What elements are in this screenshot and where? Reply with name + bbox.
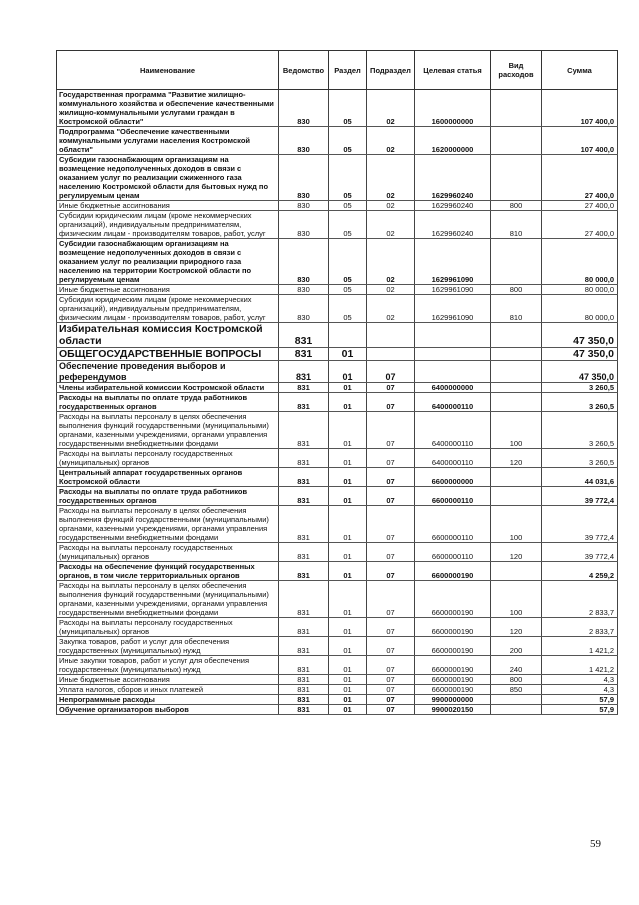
row-section bbox=[329, 323, 367, 348]
row-target: 6400000000 bbox=[415, 383, 491, 393]
row-section: 01 bbox=[329, 361, 367, 383]
row-subsection: 07 bbox=[367, 581, 415, 618]
table-row bbox=[57, 295, 618, 323]
row-ved: 831 bbox=[279, 506, 329, 543]
row-section: 05 bbox=[329, 239, 367, 285]
row-subsection: 07 bbox=[367, 543, 415, 562]
row-subsection: 07 bbox=[367, 383, 415, 393]
row-subsection: 07 bbox=[367, 393, 415, 412]
row-sum: 2 833,7 bbox=[542, 618, 618, 637]
header-target: Целевая статья bbox=[415, 51, 491, 90]
row-section: 05 bbox=[329, 285, 367, 295]
row-target bbox=[415, 323, 491, 348]
row-target: 6400000110 bbox=[415, 412, 491, 449]
row-name: Центральный аппарат государственных органов Костромской области bbox=[57, 468, 279, 487]
row-target: 9900000000 bbox=[415, 695, 491, 705]
row-target: 1620000000 bbox=[415, 127, 491, 155]
row-sum: 47 350,0 bbox=[542, 348, 618, 361]
row-ved: 831 bbox=[279, 393, 329, 412]
row-subsection: 07 bbox=[367, 506, 415, 543]
row-ved: 831 bbox=[279, 685, 329, 695]
row-name: Расходы на выплаты по оплате труда работников государственных органов bbox=[57, 487, 279, 506]
row-sum: 27 400,0 bbox=[542, 155, 618, 201]
row-ved: 831 bbox=[279, 618, 329, 637]
row-section: 01 bbox=[329, 487, 367, 506]
table-row bbox=[57, 675, 618, 685]
table-row bbox=[57, 393, 618, 412]
row-name: Иные бюджетные ассигнования bbox=[57, 675, 279, 685]
table-row bbox=[57, 656, 618, 675]
row-sum: 57,9 bbox=[542, 705, 618, 715]
row-kind bbox=[491, 562, 542, 581]
row-ved: 831 bbox=[279, 656, 329, 675]
table-row bbox=[57, 155, 618, 201]
row-sum: 27 400,0 bbox=[542, 201, 618, 211]
row-sum: 107 400,0 bbox=[542, 90, 618, 127]
row-name: Избирательная комиссия Костромской области bbox=[57, 323, 279, 348]
row-kind bbox=[491, 239, 542, 285]
row-section: 01 bbox=[329, 383, 367, 393]
row-sum: 3 260,5 bbox=[542, 412, 618, 449]
table-row bbox=[57, 637, 618, 656]
row-section: 01 bbox=[329, 562, 367, 581]
row-target: 1629961090 bbox=[415, 285, 491, 295]
row-target: 1600000000 bbox=[415, 90, 491, 127]
row-subsection: 02 bbox=[367, 201, 415, 211]
table-row bbox=[57, 239, 618, 285]
row-subsection: 07 bbox=[367, 705, 415, 715]
row-subsection: 02 bbox=[367, 127, 415, 155]
row-section: 05 bbox=[329, 211, 367, 239]
row-section: 01 bbox=[329, 695, 367, 705]
row-kind bbox=[491, 127, 542, 155]
row-ved: 830 bbox=[279, 285, 329, 295]
row-sum: 39 772,4 bbox=[542, 543, 618, 562]
row-subsection: 07 bbox=[367, 656, 415, 675]
row-name: Субсидии газоснабжающим организациям на возмещение недополученных доходов в связи с оказанием услуг по реализации сжиженного газа населению Костромской области для бытовых нужд по регулируемым ценам bbox=[57, 155, 279, 201]
row-subsection: 07 bbox=[367, 618, 415, 637]
row-target: 6600000110 bbox=[415, 543, 491, 562]
table-header-row bbox=[57, 51, 618, 90]
row-ved: 830 bbox=[279, 295, 329, 323]
row-sum: 57,9 bbox=[542, 695, 618, 705]
row-ved: 831 bbox=[279, 487, 329, 506]
row-name: Субсидии газоснабжающим организациям на возмещение недополученных доходов в связи с оказанием услуг по реализации природного газа населению на территории Костромской области по регулируемым ценам bbox=[57, 239, 279, 285]
row-subsection: 07 bbox=[367, 449, 415, 468]
row-sum: 4,3 bbox=[542, 675, 618, 685]
row-subsection: 07 bbox=[367, 412, 415, 449]
row-kind: 200 bbox=[491, 637, 542, 656]
row-subsection: 02 bbox=[367, 239, 415, 285]
row-subsection: 07 bbox=[367, 685, 415, 695]
row-section: 05 bbox=[329, 155, 367, 201]
row-kind bbox=[491, 323, 542, 348]
row-sum: 107 400,0 bbox=[542, 127, 618, 155]
table-row bbox=[57, 211, 618, 239]
table-row bbox=[57, 201, 618, 211]
row-subsection: 07 bbox=[367, 562, 415, 581]
row-target: 9900020150 bbox=[415, 705, 491, 715]
row-subsection: 07 bbox=[367, 487, 415, 506]
row-name: Обучение организаторов выборов bbox=[57, 705, 279, 715]
row-kind: 810 bbox=[491, 295, 542, 323]
row-ved: 831 bbox=[279, 562, 329, 581]
row-sum: 3 260,5 bbox=[542, 393, 618, 412]
table-row bbox=[57, 618, 618, 637]
row-name: Члены избирательной комиссии Костромской области bbox=[57, 383, 279, 393]
row-kind bbox=[491, 705, 542, 715]
row-kind bbox=[491, 383, 542, 393]
table-row bbox=[57, 506, 618, 543]
row-section: 01 bbox=[329, 656, 367, 675]
row-kind: 800 bbox=[491, 675, 542, 685]
row-section: 01 bbox=[329, 543, 367, 562]
row-name: Закупка товаров, работ и услуг для обеспечения государственных (муниципальных) нужд bbox=[57, 637, 279, 656]
row-name: Расходы на выплаты по оплате труда работников государственных органов bbox=[57, 393, 279, 412]
table-row bbox=[57, 468, 618, 487]
row-sum: 39 772,4 bbox=[542, 506, 618, 543]
row-section: 05 bbox=[329, 127, 367, 155]
row-kind bbox=[491, 348, 542, 361]
header-subsection: Подраздел bbox=[367, 51, 415, 90]
row-section: 01 bbox=[329, 581, 367, 618]
row-name: Непрограммные расходы bbox=[57, 695, 279, 705]
row-ved: 831 bbox=[279, 412, 329, 449]
row-name: Расходы на выплаты персоналу в целях обеспечения выполнения функций государственными (муниципальными) органами, казенными учреждениями, органами управления государственными внебюджетными фондами bbox=[57, 412, 279, 449]
table-row bbox=[57, 705, 618, 715]
row-subsection: 07 bbox=[367, 361, 415, 383]
row-target: 6600000190 bbox=[415, 562, 491, 581]
row-target: 6600000190 bbox=[415, 618, 491, 637]
row-ved: 831 bbox=[279, 348, 329, 361]
table-row bbox=[57, 348, 618, 361]
row-ved: 831 bbox=[279, 543, 329, 562]
row-section: 01 bbox=[329, 637, 367, 656]
row-kind bbox=[491, 393, 542, 412]
row-target: 6400000110 bbox=[415, 449, 491, 468]
row-ved: 831 bbox=[279, 695, 329, 705]
row-section: 05 bbox=[329, 201, 367, 211]
row-target: 6400000110 bbox=[415, 393, 491, 412]
row-ved: 831 bbox=[279, 323, 329, 348]
row-sum: 27 400,0 bbox=[542, 211, 618, 239]
header-ved: Ведомство bbox=[279, 51, 329, 90]
row-sum: 80 000,0 bbox=[542, 239, 618, 285]
table-row bbox=[57, 323, 618, 348]
row-name: ОБЩЕГОСУДАРСТВЕННЫЕ ВОПРОСЫ bbox=[57, 348, 279, 361]
row-subsection bbox=[367, 348, 415, 361]
row-section: 01 bbox=[329, 449, 367, 468]
row-name: Субсидии юридическим лицам (кроме некоммерческих организаций), индивидуальным предпринимателям, физическим лицам - производителям товаров, работ, услуг bbox=[57, 295, 279, 323]
page-number: 59 bbox=[590, 838, 601, 850]
row-subsection: 02 bbox=[367, 211, 415, 239]
row-section: 05 bbox=[329, 90, 367, 127]
row-sum: 3 260,5 bbox=[542, 449, 618, 468]
row-sum: 1 421,2 bbox=[542, 656, 618, 675]
row-sum: 44 031,6 bbox=[542, 468, 618, 487]
row-sum: 4 259,2 bbox=[542, 562, 618, 581]
table-row bbox=[57, 361, 618, 383]
row-subsection: 07 bbox=[367, 695, 415, 705]
row-target: 1629960240 bbox=[415, 155, 491, 201]
row-ved: 830 bbox=[279, 201, 329, 211]
table-row bbox=[57, 581, 618, 618]
row-target bbox=[415, 348, 491, 361]
row-ved: 831 bbox=[279, 705, 329, 715]
row-sum: 4,3 bbox=[542, 685, 618, 695]
row-target: 1629960240 bbox=[415, 201, 491, 211]
header-name: Наименование bbox=[57, 51, 279, 90]
row-ved: 830 bbox=[279, 211, 329, 239]
row-section: 01 bbox=[329, 705, 367, 715]
table-row bbox=[57, 685, 618, 695]
row-kind: 100 bbox=[491, 506, 542, 543]
row-kind: 240 bbox=[491, 656, 542, 675]
row-kind bbox=[491, 90, 542, 127]
row-subsection: 07 bbox=[367, 675, 415, 685]
table-row bbox=[57, 449, 618, 468]
row-subsection: 02 bbox=[367, 90, 415, 127]
row-sum: 3 260,5 bbox=[542, 383, 618, 393]
row-section: 01 bbox=[329, 618, 367, 637]
row-section: 01 bbox=[329, 685, 367, 695]
row-name: Подпрограмма "Обеспечение качественными коммунальными услугами населения Костромской области" bbox=[57, 127, 279, 155]
table-row bbox=[57, 285, 618, 295]
row-target: 6600000190 bbox=[415, 581, 491, 618]
row-name: Субсидии юридическим лицам (кроме некоммерческих организаций), индивидуальным предпринимателям, физическим лицам - производителям товаров, работ, услуг bbox=[57, 211, 279, 239]
row-section: 01 bbox=[329, 675, 367, 685]
row-section: 01 bbox=[329, 506, 367, 543]
row-name: Расходы на выплаты персоналу в целях обеспечения выполнения функций государственными (муниципальными) органами, казенными учреждениями, органами управления государственными внебюджетными фондами bbox=[57, 581, 279, 618]
row-section: 01 bbox=[329, 468, 367, 487]
row-target: 1629961090 bbox=[415, 239, 491, 285]
row-sum: 39 772,4 bbox=[542, 487, 618, 506]
row-target: 6600000190 bbox=[415, 637, 491, 656]
row-name: Расходы на выплаты персоналу государственных (муниципальных) органов bbox=[57, 543, 279, 562]
row-ved: 831 bbox=[279, 449, 329, 468]
row-ved: 831 bbox=[279, 468, 329, 487]
table-row bbox=[57, 412, 618, 449]
row-ved: 831 bbox=[279, 637, 329, 656]
row-name: Иные закупки товаров, работ и услуг для обеспечения государственных (муниципальных) нужд bbox=[57, 656, 279, 675]
row-kind: 120 bbox=[491, 449, 542, 468]
header-kind: Вид расходов bbox=[491, 51, 542, 90]
row-sum: 47 350,0 bbox=[542, 323, 618, 348]
row-name: Расходы на выплаты персоналу государственных (муниципальных) органов bbox=[57, 449, 279, 468]
budget-table-sheet bbox=[56, 50, 617, 715]
row-target bbox=[415, 361, 491, 383]
row-target: 6600000110 bbox=[415, 506, 491, 543]
row-ved: 830 bbox=[279, 155, 329, 201]
row-sum: 80 000,0 bbox=[542, 285, 618, 295]
row-kind: 800 bbox=[491, 201, 542, 211]
row-ved: 831 bbox=[279, 675, 329, 685]
row-kind bbox=[491, 155, 542, 201]
row-name: Обеспечение проведения выборов и референдумов bbox=[57, 361, 279, 383]
table-row bbox=[57, 487, 618, 506]
row-kind bbox=[491, 487, 542, 506]
budget-table bbox=[56, 50, 618, 715]
row-kind: 810 bbox=[491, 211, 542, 239]
row-name: Расходы на выплаты персоналу в целях обеспечения выполнения функций государственными (муниципальными) органами, казенными учреждениями, органами управления государственными внебюджетными фондами bbox=[57, 506, 279, 543]
row-name: Уплата налогов, сборов и иных платежей bbox=[57, 685, 279, 695]
row-target: 6600000190 bbox=[415, 675, 491, 685]
row-subsection: 02 bbox=[367, 285, 415, 295]
row-target: 6600000190 bbox=[415, 656, 491, 675]
row-kind: 120 bbox=[491, 543, 542, 562]
row-name: Иные бюджетные ассигнования bbox=[57, 285, 279, 295]
row-kind bbox=[491, 361, 542, 383]
row-kind: 120 bbox=[491, 618, 542, 637]
row-section: 01 bbox=[329, 348, 367, 361]
row-subsection: 02 bbox=[367, 155, 415, 201]
header-section: Раздел bbox=[329, 51, 367, 90]
row-sum: 47 350,0 bbox=[542, 361, 618, 383]
row-subsection bbox=[367, 323, 415, 348]
row-kind: 100 bbox=[491, 581, 542, 618]
table-row bbox=[57, 562, 618, 581]
row-kind bbox=[491, 468, 542, 487]
row-ved: 830 bbox=[279, 239, 329, 285]
table-body bbox=[57, 90, 618, 715]
row-sum: 1 421,2 bbox=[542, 637, 618, 656]
row-section: 01 bbox=[329, 412, 367, 449]
row-sum: 80 000,0 bbox=[542, 295, 618, 323]
header-sum: Сумма bbox=[542, 51, 618, 90]
row-kind: 850 bbox=[491, 685, 542, 695]
row-target: 1629960240 bbox=[415, 211, 491, 239]
row-ved: 831 bbox=[279, 581, 329, 618]
row-ved: 830 bbox=[279, 127, 329, 155]
row-target: 1629961090 bbox=[415, 295, 491, 323]
row-name: Иные бюджетные ассигнования bbox=[57, 201, 279, 211]
table-row bbox=[57, 695, 618, 705]
row-ved: 831 bbox=[279, 361, 329, 383]
table-row bbox=[57, 90, 618, 127]
row-section: 01 bbox=[329, 393, 367, 412]
row-kind: 800 bbox=[491, 285, 542, 295]
row-subsection: 02 bbox=[367, 295, 415, 323]
row-name: Государственная программа "Развитие жилищно-коммунального хозяйства и обеспечение качественными жилищно-коммунальными услугами граждан в Костромской области" bbox=[57, 90, 279, 127]
row-ved: 830 bbox=[279, 90, 329, 127]
row-name: Расходы на обеспечение функций государственных органов, в том числе территориальных органов bbox=[57, 562, 279, 581]
table-row bbox=[57, 543, 618, 562]
row-kind: 100 bbox=[491, 412, 542, 449]
row-name: Расходы на выплаты персоналу государственных (муниципальных) органов bbox=[57, 618, 279, 637]
row-target: 6600000110 bbox=[415, 487, 491, 506]
table-row bbox=[57, 383, 618, 393]
row-sum: 2 833,7 bbox=[542, 581, 618, 618]
row-section: 05 bbox=[329, 295, 367, 323]
row-subsection: 07 bbox=[367, 637, 415, 656]
row-subsection: 07 bbox=[367, 468, 415, 487]
row-target: 6600000190 bbox=[415, 685, 491, 695]
table-row bbox=[57, 127, 618, 155]
row-kind bbox=[491, 695, 542, 705]
row-target: 6600000000 bbox=[415, 468, 491, 487]
row-ved: 831 bbox=[279, 383, 329, 393]
